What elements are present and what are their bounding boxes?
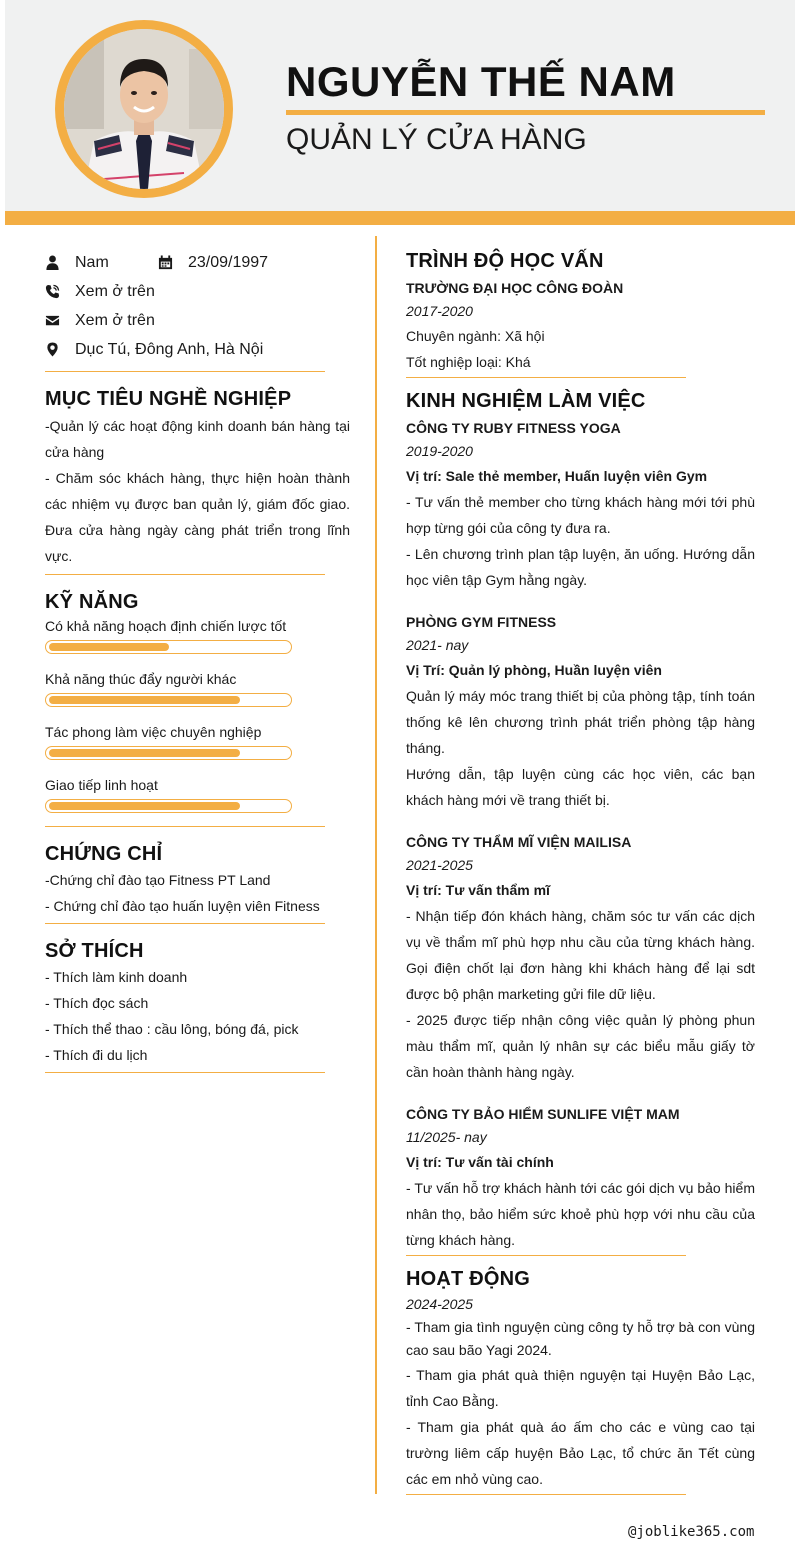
job-description: - Lên chương trình plan tập luyện, ăn uống. Hướng dẫn học viên tập Gym hằng ngày. [406, 546, 755, 588]
divider [45, 826, 325, 827]
skill-bar-fill [49, 643, 169, 651]
info-row-address [45, 335, 350, 364]
job-role: Vị Trí: Quản lý phòng, Huần luyện viên [406, 662, 662, 678]
skill-bar [45, 693, 292, 707]
certificates-title: CHỨNG CHỈ [45, 843, 163, 865]
activity-item: - Tham gia phát quà thiện nguyện tại Huyện Bảo Lạc, tỉnh Cao Bằng. [406, 1367, 755, 1409]
candidate-job-title: QUẢN LÝ CỬA HÀNG [286, 123, 587, 156]
skill-bar [45, 799, 292, 813]
job-role: Vị trí: Tư vấn thẩm mĩ [406, 882, 550, 898]
job-role: Vị trí: Tư vấn tài chính [406, 1154, 554, 1170]
education-major: Chuyên ngành: Xã hội [406, 328, 545, 344]
activity-item: - Tham gia tình nguyện cùng công ty hỗ trợ bà con vùng cao sau bão Yagi 2024. [406, 1319, 755, 1358]
dob-group [158, 248, 268, 277]
job-period: 11/2025- nay [406, 1129, 487, 1145]
activity-item: - Tham gia phát quà áo ấm cho các e vùng cao tại trường liêm cấp huyện Bảo Lạc, tổ chức ăn Tết cùng các em nhỏ vùng cao. [406, 1419, 755, 1487]
activities-title: HOẠT ĐỘNG [406, 1268, 531, 1290]
company-name: CÔNG TY BẢO HIỂM SUNLIFE VIỆT MAM [406, 1106, 680, 1122]
skill-bar [45, 746, 292, 760]
right-column [406, 250, 755, 1495]
divider [45, 1072, 325, 1073]
certificate-item: -Chứng chỉ đào tạo Fitness PT Land [45, 872, 271, 888]
hobby-item: - Thích đọc sách [45, 995, 149, 1011]
education-period: 2017-2020 [406, 303, 473, 319]
phone-value: Xem ở trên [75, 282, 155, 300]
skill-label: Khả năng thúc đẩy người khác [45, 671, 237, 687]
skill-label: Có khả năng hoạch định chiến lược tốt [45, 618, 287, 634]
divider [406, 1255, 686, 1256]
education-title: TRÌNH ĐỘ HỌC VẤN [406, 250, 604, 272]
candidate-name: NGUYỄN THẾ NAM [286, 58, 676, 105]
info-row-email [45, 306, 350, 335]
job-period: 2021-2025 [406, 857, 473, 873]
job-description: Hướng dẫn, tập luyện cùng các học viên, các bạn khách hàng mới về trang thiết bị. [406, 766, 755, 808]
phone-icon [45, 284, 75, 299]
skill-item [45, 616, 350, 654]
skill-bar-fill [49, 749, 240, 757]
job-description: - Tư vấn thẻ member cho từng khách hàng mới tới phù hợp từng gói của công ty đưa ra. [406, 494, 755, 536]
company-name: PHÒNG GYM FITNESS [406, 614, 557, 630]
hobbies-title: SỞ THÍCH [45, 940, 144, 962]
objective-line: - Chăm sóc khách hàng, thực hiện hoàn thành các nhiệm vụ được ban quản lý, giám đốc giao. Đưa cửa hàng ngày càng phát triển trong lĩnh vực. [45, 470, 350, 564]
job-description: Quản lý máy móc trang thiết bị của phòng tập, tính toán thống kê lên chương trình phát triển phòng tập hàng tháng. [406, 688, 755, 756]
avatar [64, 29, 224, 189]
divider [45, 371, 325, 372]
calendar-icon [158, 255, 188, 270]
info-row-phone [45, 277, 350, 306]
skill-item [45, 669, 350, 707]
hobby-item: - Thích đi du lịch [45, 1047, 148, 1063]
avatar-portrait-icon [64, 29, 224, 189]
avatar-ring [55, 20, 233, 198]
objective-line: -Quản lý các hoạt động kinh doanh bán hàng tại cửa hàng [45, 418, 350, 460]
skill-bar-fill [49, 802, 240, 810]
activities-period: 2024-2025 [406, 1296, 473, 1312]
info-row-gender [45, 248, 350, 277]
address-value: Dục Tú, Đông Anh, Hà Nội [75, 340, 264, 358]
divider [45, 574, 325, 575]
envelope-icon [45, 313, 75, 328]
skill-label: Giao tiếp linh hoạt [45, 777, 158, 793]
skill-bar [45, 640, 292, 654]
watermark-text: @joblike365.com [628, 1524, 755, 1540]
job-description: - 2025 được tiếp nhận công việc quản lý phòng phun màu thẩm mĩ, quản lý nhân sự các biểu mẫu giấy tờ cần hoàn thành hàng ngày. [406, 1012, 755, 1080]
skill-item [45, 722, 350, 760]
name-underline [286, 110, 765, 115]
divider [45, 923, 325, 924]
divider [406, 377, 686, 378]
experience-item [406, 831, 755, 1085]
experience-item [406, 1103, 755, 1253]
skill-label: Tác phong làm việc chuyên nghiệp [45, 724, 262, 740]
skill-bar-fill [49, 696, 240, 704]
job-description: - Tư vấn hỗ trợ khách hành tới các gói dịch vụ bảo hiểm nhân thọ, bảo hiểm sức khoẻ phù hợp với nhu cầu của từng khách hàng. [406, 1180, 755, 1248]
objective-title: MỤC TIÊU NGHỀ NGHIỆP [45, 388, 292, 410]
email-value: Xem ở trên [75, 311, 155, 329]
skill-item [45, 775, 350, 813]
person-icon [45, 255, 75, 270]
gender-value: Nam [75, 253, 109, 271]
skill-list [45, 616, 350, 813]
job-description: - Nhận tiếp đón khách hàng, chăm sóc tư vấn các dịch vụ về thẩm mĩ phù hợp nhu cầu của từng khách hàng. Gọi điện chốt lại đơn hàng khi khách hàng để lại sdt được bộ phận marketing gửi file dữ liệu. [406, 908, 755, 1002]
company-name: CÔNG TY THẨM MĨ VIỆN MAILISA [406, 834, 632, 850]
map-pin-icon [45, 342, 75, 357]
hobby-item: - Thích làm kinh doanh [45, 969, 188, 985]
left-column [45, 248, 350, 1073]
certificate-item: - Chứng chỉ đào tạo huấn luyện viên Fitness [45, 898, 320, 914]
experience-item [406, 417, 755, 593]
experience-item [406, 611, 755, 813]
divider [406, 1494, 686, 1495]
header-accent-band [5, 211, 795, 225]
job-period: 2019-2020 [406, 443, 473, 459]
skills-title: KỸ NĂNG [45, 591, 139, 613]
dob-value: 23/09/1997 [188, 253, 269, 271]
school-name: TRƯỜNG ĐẠI HỌC CÔNG ĐOÀN [406, 280, 624, 296]
hobby-item: - Thích thể thao : cầu lông, bóng đá, pick [45, 1021, 299, 1037]
experience-title: KINH NGHIỆM LÀM VIỆC [406, 390, 646, 412]
job-period: 2021- nay [406, 637, 469, 653]
company-name: CÔNG TY RUBY FITNESS YOGA [406, 420, 621, 436]
column-divider [375, 236, 377, 1494]
job-role: Vị trí: Sale thẻ member, Huấn luyện viên Gym [406, 468, 708, 484]
education-grade: Tốt nghiệp loại: Khá [406, 354, 531, 370]
